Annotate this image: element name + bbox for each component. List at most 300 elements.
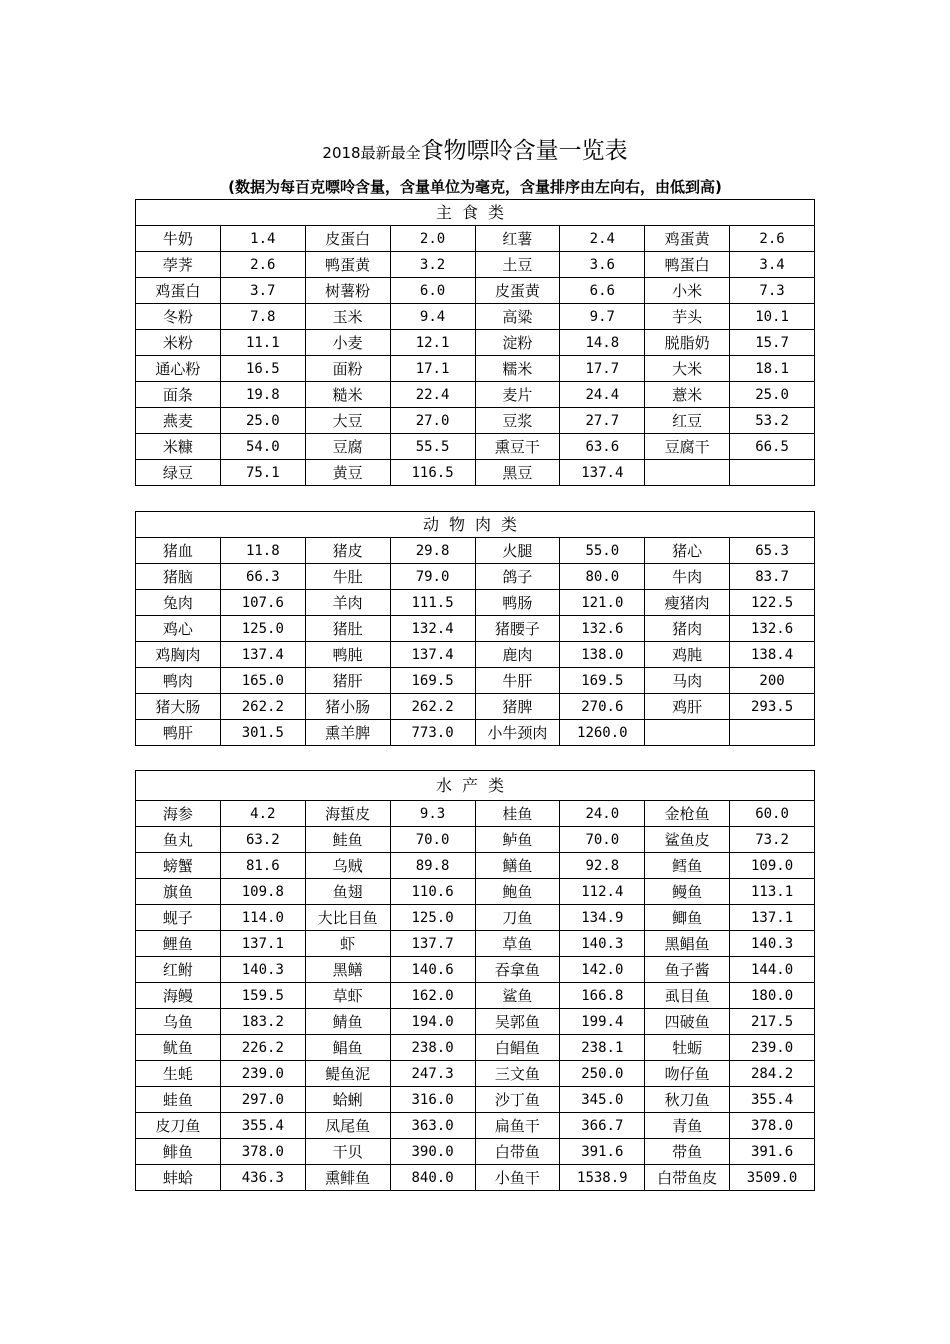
food-name-cell: 牛奶 <box>136 226 221 252</box>
purine-value-cell: 116.5 <box>390 460 475 486</box>
purine-value-cell: 16.5 <box>220 356 305 382</box>
food-name-cell: 熏鲱鱼 <box>305 1165 390 1191</box>
purine-value-cell: 2.0 <box>390 226 475 252</box>
table-header-row <box>136 512 815 538</box>
food-name-cell: 凤尾鱼 <box>305 1113 390 1139</box>
purine-value-cell: 138.0 <box>560 642 645 668</box>
food-name-cell: 猪肝 <box>305 668 390 694</box>
purine-value-cell: 169.5 <box>560 668 645 694</box>
food-name-cell: 鳕鱼 <box>645 853 730 879</box>
food-name-cell <box>645 720 730 746</box>
purine-value-cell: 366.7 <box>560 1113 645 1139</box>
food-name-cell: 牡蛎 <box>645 1035 730 1061</box>
food-name-cell: 白鲳鱼 <box>475 1035 560 1061</box>
purine-value-cell: 262.2 <box>390 694 475 720</box>
food-name-cell: 羊肉 <box>305 590 390 616</box>
purine-value-cell: 107.6 <box>220 590 305 616</box>
table-row <box>136 853 815 879</box>
purine-value-cell: 83.7 <box>730 564 815 590</box>
food-name-cell: 鱼子酱 <box>645 957 730 983</box>
purine-value-cell: 250.0 <box>560 1061 645 1087</box>
purine-value-cell: 79.0 <box>390 564 475 590</box>
food-name-cell: 米粉 <box>136 330 221 356</box>
table-row <box>136 1035 815 1061</box>
purine-value-cell: 54.0 <box>220 434 305 460</box>
purine-value-cell: 25.0 <box>730 382 815 408</box>
food-name-cell: 红豆 <box>645 408 730 434</box>
food-name-cell: 猪心 <box>645 538 730 564</box>
food-name-cell: 皮蛋黄 <box>475 278 560 304</box>
food-name-cell: 鸡肝 <box>645 694 730 720</box>
food-name-cell: 熏羊脾 <box>305 720 390 746</box>
food-name-cell: 鲱鱼 <box>136 1139 221 1165</box>
food-name-cell: 燕麦 <box>136 408 221 434</box>
food-name-cell: 瘦猪肉 <box>645 590 730 616</box>
food-name-cell: 猪皮 <box>305 538 390 564</box>
purine-value-cell: 63.6 <box>560 434 645 460</box>
food-name-cell: 四破鱼 <box>645 1009 730 1035</box>
food-name-cell: 鲳鱼 <box>305 1035 390 1061</box>
food-name-cell: 荸荠 <box>136 252 221 278</box>
food-name-cell: 鸡蛋黄 <box>645 226 730 252</box>
purine-value-cell: 140.3 <box>220 957 305 983</box>
purine-value-cell: 114.0 <box>220 905 305 931</box>
purine-value-cell: 10.1 <box>730 304 815 330</box>
food-name-cell: 秋刀鱼 <box>645 1087 730 1113</box>
purine-value-cell: 138.4 <box>730 642 815 668</box>
purine-value-cell: 75.1 <box>220 460 305 486</box>
food-name-cell: 海鳗 <box>136 983 221 1009</box>
food-name-cell: 鲍鱼 <box>475 879 560 905</box>
purine-value-cell: 194.0 <box>390 1009 475 1035</box>
purine-value-cell: 217.5 <box>730 1009 815 1035</box>
table-row <box>136 983 815 1009</box>
food-name-cell: 吞拿鱼 <box>475 957 560 983</box>
purine-value-cell: 142.0 <box>560 957 645 983</box>
food-name-cell: 薏米 <box>645 382 730 408</box>
purine-value-cell: 112.4 <box>560 879 645 905</box>
food-name-cell: 鱿鱼 <box>136 1035 221 1061</box>
purine-value-cell: 65.3 <box>730 538 815 564</box>
food-name-cell: 鸭肉 <box>136 668 221 694</box>
food-name-cell: 猪肚 <box>305 616 390 642</box>
purine-value-cell: 89.8 <box>390 853 475 879</box>
table-row <box>136 694 815 720</box>
purine-value-cell: 140.6 <box>390 957 475 983</box>
food-name-cell: 鸡肫 <box>645 642 730 668</box>
food-name-cell: 吻仔鱼 <box>645 1061 730 1087</box>
food-name-cell: 大米 <box>645 356 730 382</box>
food-name-cell: 猪大肠 <box>136 694 221 720</box>
food-name-cell: 桂鱼 <box>475 801 560 827</box>
food-name-cell: 玉米 <box>305 304 390 330</box>
purine-value-cell: 165.0 <box>220 668 305 694</box>
food-name-cell: 豆浆 <box>475 408 560 434</box>
meat-table <box>135 511 815 746</box>
food-name-cell: 皮蛋白 <box>305 226 390 252</box>
food-name-cell: 生蚝 <box>136 1061 221 1087</box>
purine-value-cell: 7.8 <box>220 304 305 330</box>
purine-value-cell: 7.3 <box>730 278 815 304</box>
purine-value-cell: 1538.9 <box>560 1165 645 1191</box>
purine-value-cell: 81.6 <box>220 853 305 879</box>
food-name-cell: 鳝鱼 <box>475 853 560 879</box>
purine-value-cell: 137.7 <box>390 931 475 957</box>
purine-value-cell: 2.6 <box>220 252 305 278</box>
purine-value-cell: 25.0 <box>220 408 305 434</box>
title-main: 食物嘌呤含量一览表 <box>420 138 628 164</box>
purine-value-cell: 355.4 <box>730 1087 815 1113</box>
purine-value-cell: 436.3 <box>220 1165 305 1191</box>
table-row <box>136 304 815 330</box>
table-row <box>136 460 815 486</box>
food-name-cell: 红鲋 <box>136 957 221 983</box>
purine-value-cell: 180.0 <box>730 983 815 1009</box>
food-name-cell: 鱼丸 <box>136 827 221 853</box>
food-name-cell: 通心粉 <box>136 356 221 382</box>
seafood-table <box>135 770 815 1191</box>
purine-value-cell: 11.1 <box>220 330 305 356</box>
table-row <box>136 879 815 905</box>
food-name-cell: 猪肉 <box>645 616 730 642</box>
purine-value-cell: 316.0 <box>390 1087 475 1113</box>
purine-value-cell: 1.4 <box>220 226 305 252</box>
food-name-cell: 海参 <box>136 801 221 827</box>
table-row <box>136 827 815 853</box>
food-name-cell: 青鱼 <box>645 1113 730 1139</box>
food-name-cell: 马肉 <box>645 668 730 694</box>
purine-value-cell: 18.1 <box>730 356 815 382</box>
purine-value-cell: 262.2 <box>220 694 305 720</box>
purine-value-cell: 55.0 <box>560 538 645 564</box>
purine-value-cell: 9.4 <box>390 304 475 330</box>
food-name-cell: 红薯 <box>475 226 560 252</box>
purine-value-cell: 140.3 <box>560 931 645 957</box>
food-name-cell: 小麦 <box>305 330 390 356</box>
food-name-cell <box>645 460 730 486</box>
purine-value-cell: 390.0 <box>390 1139 475 1165</box>
purine-value-cell: 17.1 <box>390 356 475 382</box>
purine-value-cell: 63.2 <box>220 827 305 853</box>
purine-value-cell: 132.6 <box>730 616 815 642</box>
document-title <box>0 132 950 165</box>
food-name-cell: 猪小肠 <box>305 694 390 720</box>
purine-value-cell: 134.9 <box>560 905 645 931</box>
purine-value-cell: 162.0 <box>390 983 475 1009</box>
purine-value-cell: 391.6 <box>560 1139 645 1165</box>
food-name-cell: 乌鱼 <box>136 1009 221 1035</box>
purine-value-cell <box>730 460 815 486</box>
purine-value-cell: 226.2 <box>220 1035 305 1061</box>
table-row <box>136 382 815 408</box>
purine-value-cell: 113.1 <box>730 879 815 905</box>
category-header: 水产类 <box>136 771 815 801</box>
purine-value-cell: 53.2 <box>730 408 815 434</box>
purine-value-cell: 301.5 <box>220 720 305 746</box>
table-row <box>136 408 815 434</box>
purine-value-cell: 27.7 <box>560 408 645 434</box>
food-name-cell: 糯米 <box>475 356 560 382</box>
food-name-cell: 黑鳝 <box>305 957 390 983</box>
purine-value-cell: 6.6 <box>560 278 645 304</box>
food-name-cell: 米糠 <box>136 434 221 460</box>
food-name-cell: 鸭肝 <box>136 720 221 746</box>
food-name-cell: 大豆 <box>305 408 390 434</box>
purine-value-cell: 297.0 <box>220 1087 305 1113</box>
food-name-cell: 猪腰子 <box>475 616 560 642</box>
food-name-cell: 兔肉 <box>136 590 221 616</box>
food-name-cell: 海蜇皮 <box>305 801 390 827</box>
food-name-cell: 树薯粉 <box>305 278 390 304</box>
purine-value-cell: 12.1 <box>390 330 475 356</box>
purine-value-cell: 239.0 <box>220 1061 305 1087</box>
purine-value-cell: 9.3 <box>390 801 475 827</box>
purine-value-cell: 111.5 <box>390 590 475 616</box>
table-header-row <box>136 200 815 226</box>
purine-value-cell: 125.0 <box>220 616 305 642</box>
purine-value-cell: 17.7 <box>560 356 645 382</box>
purine-value-cell: 773.0 <box>390 720 475 746</box>
table-row <box>136 330 815 356</box>
purine-value-cell: 15.7 <box>730 330 815 356</box>
purine-value-cell: 3.7 <box>220 278 305 304</box>
purine-value-cell: 125.0 <box>390 905 475 931</box>
purine-value-cell: 284.2 <box>730 1061 815 1087</box>
staple-food-table <box>135 199 815 486</box>
purine-value-cell: 238.1 <box>560 1035 645 1061</box>
purine-value-cell: 183.2 <box>220 1009 305 1035</box>
food-name-cell: 刀鱼 <box>475 905 560 931</box>
purine-value-cell: 2.4 <box>560 226 645 252</box>
purine-value-cell: 14.8 <box>560 330 645 356</box>
purine-value-cell: 22.4 <box>390 382 475 408</box>
purine-value-cell: 80.0 <box>560 564 645 590</box>
food-name-cell: 豆腐 <box>305 434 390 460</box>
purine-value-cell: 239.0 <box>730 1035 815 1061</box>
purine-value-cell: 60.0 <box>730 801 815 827</box>
food-name-cell: 麦片 <box>475 382 560 408</box>
food-name-cell: 虱目鱼 <box>645 983 730 1009</box>
table-row <box>136 356 815 382</box>
food-name-cell: 芋头 <box>645 304 730 330</box>
purine-value-cell: 199.4 <box>560 1009 645 1035</box>
table-row <box>136 931 815 957</box>
purine-value-cell: 166.8 <box>560 983 645 1009</box>
purine-value-cell: 27.0 <box>390 408 475 434</box>
table-row <box>136 668 815 694</box>
food-name-cell: 鲭鱼 <box>305 1009 390 1035</box>
purine-value-cell: 3.2 <box>390 252 475 278</box>
food-name-cell: 鸭肠 <box>475 590 560 616</box>
purine-value-cell: 9.7 <box>560 304 645 330</box>
purine-value-cell: 137.4 <box>220 642 305 668</box>
purine-value-cell: 355.4 <box>220 1113 305 1139</box>
purine-value-cell: 4.2 <box>220 801 305 827</box>
table-row <box>136 1009 815 1035</box>
food-name-cell: 绿豆 <box>136 460 221 486</box>
food-name-cell: 黄豆 <box>305 460 390 486</box>
food-name-cell: 猪脾 <box>475 694 560 720</box>
food-name-cell: 蛤蜊 <box>305 1087 390 1113</box>
table-row <box>136 226 815 252</box>
purine-value-cell: 29.8 <box>390 538 475 564</box>
food-name-cell: 蚬子 <box>136 905 221 931</box>
food-name-cell: 旗鱼 <box>136 879 221 905</box>
purine-value-cell: 66.5 <box>730 434 815 460</box>
purine-value-cell: 6.0 <box>390 278 475 304</box>
purine-value-cell: 70.0 <box>390 827 475 853</box>
food-name-cell: 鸭肫 <box>305 642 390 668</box>
food-name-cell: 糙米 <box>305 382 390 408</box>
table-row <box>136 905 815 931</box>
category-header: 动物肉类 <box>136 512 815 538</box>
table-row <box>136 252 815 278</box>
food-name-cell: 扁鱼干 <box>475 1113 560 1139</box>
table-row <box>136 1139 815 1165</box>
food-name-cell: 鲤鱼 <box>136 931 221 957</box>
food-name-cell: 面粉 <box>305 356 390 382</box>
purine-value-cell: 109.8 <box>220 879 305 905</box>
purine-value-cell: 200 <box>730 668 815 694</box>
food-name-cell: 小鱼干 <box>475 1165 560 1191</box>
purine-value-cell: 345.0 <box>560 1087 645 1113</box>
food-name-cell: 黑豆 <box>475 460 560 486</box>
purine-value-cell: 363.0 <box>390 1113 475 1139</box>
food-name-cell: 鲈鱼 <box>475 827 560 853</box>
table-row <box>136 1087 815 1113</box>
food-name-cell: 乌贼 <box>305 853 390 879</box>
purine-value-cell: 270.6 <box>560 694 645 720</box>
table-row <box>136 538 815 564</box>
food-name-cell: 火腿 <box>475 538 560 564</box>
food-name-cell: 土豆 <box>475 252 560 278</box>
food-name-cell: 蛙鱼 <box>136 1087 221 1113</box>
purine-value-cell: 144.0 <box>730 957 815 983</box>
food-name-cell: 鲨鱼 <box>475 983 560 1009</box>
food-name-cell: 冬粉 <box>136 304 221 330</box>
food-name-cell: 皮刀鱼 <box>136 1113 221 1139</box>
food-name-cell: 小牛颈肉 <box>475 720 560 746</box>
purine-value-cell: 109.0 <box>730 853 815 879</box>
food-name-cell: 鳗鱼 <box>645 879 730 905</box>
food-name-cell: 高粱 <box>475 304 560 330</box>
food-name-cell: 蚌蛤 <box>136 1165 221 1191</box>
food-name-cell: 牛肝 <box>475 668 560 694</box>
purine-value-cell: 132.6 <box>560 616 645 642</box>
food-name-cell: 白带鱼 <box>475 1139 560 1165</box>
purine-value-cell: 140.3 <box>730 931 815 957</box>
food-name-cell: 面条 <box>136 382 221 408</box>
table-row <box>136 957 815 983</box>
purine-value-cell: 293.5 <box>730 694 815 720</box>
purine-value-cell: 1260.0 <box>560 720 645 746</box>
food-name-cell: 草虾 <box>305 983 390 1009</box>
category-header: 主食类 <box>136 200 815 226</box>
table-row <box>136 616 815 642</box>
food-name-cell: 牛肉 <box>645 564 730 590</box>
purine-value-cell: 137.4 <box>390 642 475 668</box>
food-name-cell: 干贝 <box>305 1139 390 1165</box>
food-name-cell: 鸽子 <box>475 564 560 590</box>
food-name-cell: 鸭蛋黄 <box>305 252 390 278</box>
food-name-cell: 大比目鱼 <box>305 905 390 931</box>
title-prefix: 2018最新最全 <box>322 144 421 162</box>
purine-value-cell: 73.2 <box>730 827 815 853</box>
document-subtitle: (数据为每百克嘌呤含量，含量单位为毫克，含量排序由左向右，由低到高) <box>228 178 722 196</box>
purine-value-cell: 169.5 <box>390 668 475 694</box>
food-name-cell: 带鱼 <box>645 1139 730 1165</box>
food-name-cell: 鱼翅 <box>305 879 390 905</box>
food-name-cell: 豆腐干 <box>645 434 730 460</box>
purine-value-cell: 24.0 <box>560 801 645 827</box>
table-row <box>136 278 815 304</box>
food-name-cell: 螃蟹 <box>136 853 221 879</box>
food-name-cell: 金枪鱼 <box>645 801 730 827</box>
food-name-cell: 脱脂奶 <box>645 330 730 356</box>
food-name-cell: 黑鲳鱼 <box>645 931 730 957</box>
table-row <box>136 434 815 460</box>
food-name-cell: 白带鱼皮 <box>645 1165 730 1191</box>
purine-value-cell: 840.0 <box>390 1165 475 1191</box>
food-name-cell: 熏豆干 <box>475 434 560 460</box>
table-row <box>136 564 815 590</box>
table-header-row <box>136 771 815 801</box>
purine-value-cell: 70.0 <box>560 827 645 853</box>
food-name-cell: 猪脑 <box>136 564 221 590</box>
table-row <box>136 1061 815 1087</box>
food-name-cell: 鲑鱼 <box>305 827 390 853</box>
table-row <box>136 720 815 746</box>
table-row <box>136 801 815 827</box>
food-name-cell: 虾 <box>305 931 390 957</box>
purine-value-cell: 11.8 <box>220 538 305 564</box>
food-name-cell: 鳀鱼泥 <box>305 1061 390 1087</box>
purine-value-cell: 378.0 <box>730 1113 815 1139</box>
purine-value-cell: 159.5 <box>220 983 305 1009</box>
purine-value-cell: 122.5 <box>730 590 815 616</box>
purine-value-cell: 92.8 <box>560 853 645 879</box>
food-name-cell: 鸡蛋白 <box>136 278 221 304</box>
table-row <box>136 642 815 668</box>
food-name-cell: 三文鱼 <box>475 1061 560 1087</box>
food-name-cell: 鸭蛋白 <box>645 252 730 278</box>
table-row <box>136 1113 815 1139</box>
food-name-cell: 淀粉 <box>475 330 560 356</box>
food-name-cell: 鲫鱼 <box>645 905 730 931</box>
purine-value-cell: 378.0 <box>220 1139 305 1165</box>
purine-value-cell: 391.6 <box>730 1139 815 1165</box>
food-name-cell: 小米 <box>645 278 730 304</box>
purine-value-cell: 238.0 <box>390 1035 475 1061</box>
purine-value-cell: 132.4 <box>390 616 475 642</box>
table-row <box>136 590 815 616</box>
purine-value-cell: 2.6 <box>730 226 815 252</box>
purine-value-cell: 3.6 <box>560 252 645 278</box>
food-name-cell: 吴郭鱼 <box>475 1009 560 1035</box>
food-name-cell: 牛肚 <box>305 564 390 590</box>
purine-value-cell <box>730 720 815 746</box>
food-name-cell: 鸡胸肉 <box>136 642 221 668</box>
food-name-cell: 鲨鱼皮 <box>645 827 730 853</box>
purine-value-cell: 55.5 <box>390 434 475 460</box>
purine-value-cell: 137.1 <box>730 905 815 931</box>
purine-value-cell: 66.3 <box>220 564 305 590</box>
purine-value-cell: 247.3 <box>390 1061 475 1087</box>
table-row <box>136 1165 815 1191</box>
food-name-cell: 鹿肉 <box>475 642 560 668</box>
purine-value-cell: 121.0 <box>560 590 645 616</box>
food-name-cell: 猪血 <box>136 538 221 564</box>
